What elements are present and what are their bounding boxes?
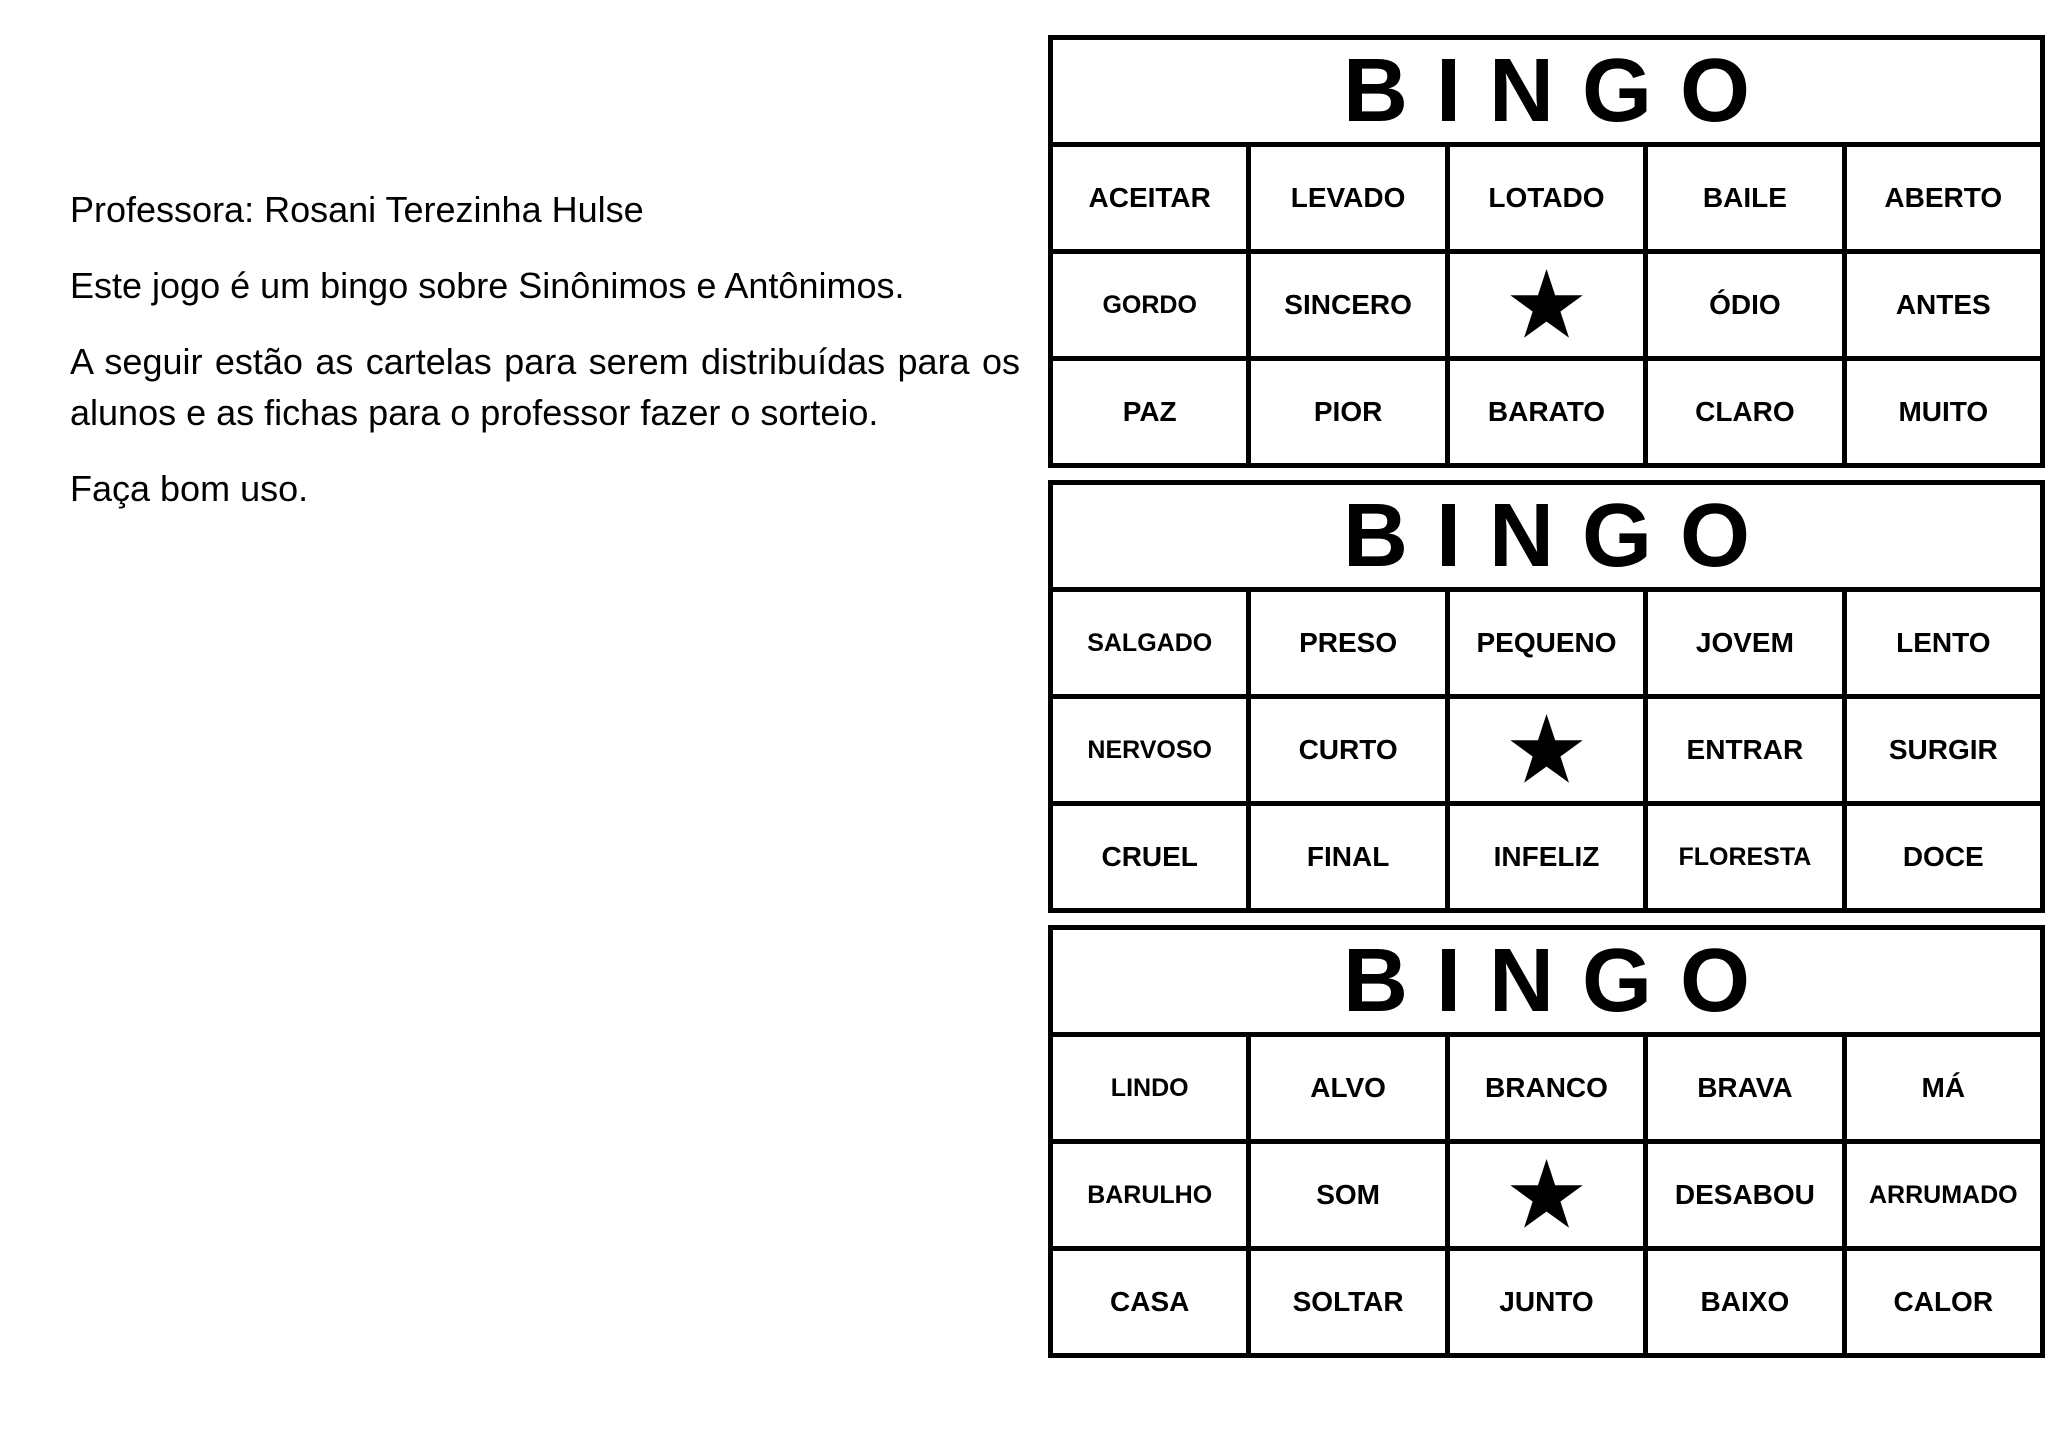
bingo-cell: NERVOSO — [1053, 699, 1246, 801]
bingo-cell: PRESO — [1251, 592, 1444, 694]
bingo-cell: PEQUENO — [1450, 592, 1643, 694]
star-icon: ★ — [1450, 254, 1643, 356]
star-icon: ★ — [1450, 1144, 1643, 1246]
bingo-cell: ÓDIO — [1648, 254, 1841, 356]
bingo-cell: BAILE — [1648, 147, 1841, 249]
bingo-cell: BARULHO — [1053, 1144, 1246, 1246]
bingo-cell: ENTRAR — [1648, 699, 1841, 801]
bingo-cell: FLORESTA — [1648, 806, 1841, 908]
bingo-cell: LINDO — [1053, 1037, 1246, 1139]
bingo-card-grid — [1053, 592, 2040, 908]
bingo-cell: FINAL — [1251, 806, 1444, 908]
bingo-cell: SOM — [1251, 1144, 1444, 1246]
bingo-cell: CLARO — [1648, 361, 1841, 463]
bingo-card-1 — [1048, 35, 2045, 468]
bingo-cell: ABERTO — [1847, 147, 2040, 249]
bingo-card-title: BINGO — [1053, 485, 2040, 587]
bingo-cell: INFELIZ — [1450, 806, 1643, 908]
teacher-line: Professora: Rosani Terezinha Hulse — [70, 189, 644, 230]
bingo-cell: JUNTO — [1450, 1251, 1643, 1353]
bingo-card-grid — [1053, 1037, 2040, 1353]
bingo-cell: DOCE — [1847, 806, 2040, 908]
bingo-cell: PAZ — [1053, 361, 1246, 463]
bingo-cell: BRAVA — [1648, 1037, 1841, 1139]
bingo-cell: MÁ — [1847, 1037, 2040, 1139]
bingo-cell: CRUEL — [1053, 806, 1246, 908]
description-line: Este jogo é um bingo sobre Sinônimos e Antônimos. — [70, 265, 905, 306]
bingo-cell: MUITO — [1847, 361, 2040, 463]
bingo-cell: CURTO — [1251, 699, 1444, 801]
bingo-card-3 — [1048, 925, 2045, 1358]
star-icon: ★ — [1450, 699, 1643, 801]
closing-line: Faça bom uso. — [70, 468, 309, 509]
bingo-card-grid — [1053, 147, 2040, 463]
bingo-card-2 — [1048, 480, 2045, 913]
bingo-cell: BRANCO — [1450, 1037, 1643, 1139]
bingo-cell: ALVO — [1251, 1037, 1444, 1139]
bingo-cell: GORDO — [1053, 254, 1246, 356]
bingo-cards — [1048, 35, 2045, 1370]
bingo-cell: PIOR — [1251, 361, 1444, 463]
bingo-cell: LEVADO — [1251, 147, 1444, 249]
bingo-cell: LOTADO — [1450, 147, 1643, 249]
bingo-cell: ACEITAR — [1053, 147, 1246, 249]
bingo-cell: SALGADO — [1053, 592, 1246, 694]
bingo-cell: SINCERO — [1251, 254, 1444, 356]
bingo-cell: LENTO — [1847, 592, 2040, 694]
bingo-cell: CALOR — [1847, 1251, 2040, 1353]
bingo-cell: ARRUMADO — [1847, 1144, 2040, 1246]
bingo-cell: CASA — [1053, 1251, 1246, 1353]
instructions — [70, 184, 1020, 539]
bingo-card-title: BINGO — [1053, 930, 2040, 1032]
bingo-card-title: BINGO — [1053, 40, 2040, 142]
bingo-cell: BARATO — [1450, 361, 1643, 463]
bingo-cell: BAIXO — [1648, 1251, 1841, 1353]
bingo-cell: SURGIR — [1847, 699, 2040, 801]
bingo-cell: SOLTAR — [1251, 1251, 1444, 1353]
bingo-cell: DESABOU — [1648, 1144, 1841, 1246]
bingo-cell: JOVEM — [1648, 592, 1841, 694]
distribution-paragraph: A seguir estão as cartelas para serem distribuídas para os alunos e as fichas para o professor fazer o sorteio. — [70, 341, 1020, 433]
bingo-cell: ANTES — [1847, 254, 2040, 356]
